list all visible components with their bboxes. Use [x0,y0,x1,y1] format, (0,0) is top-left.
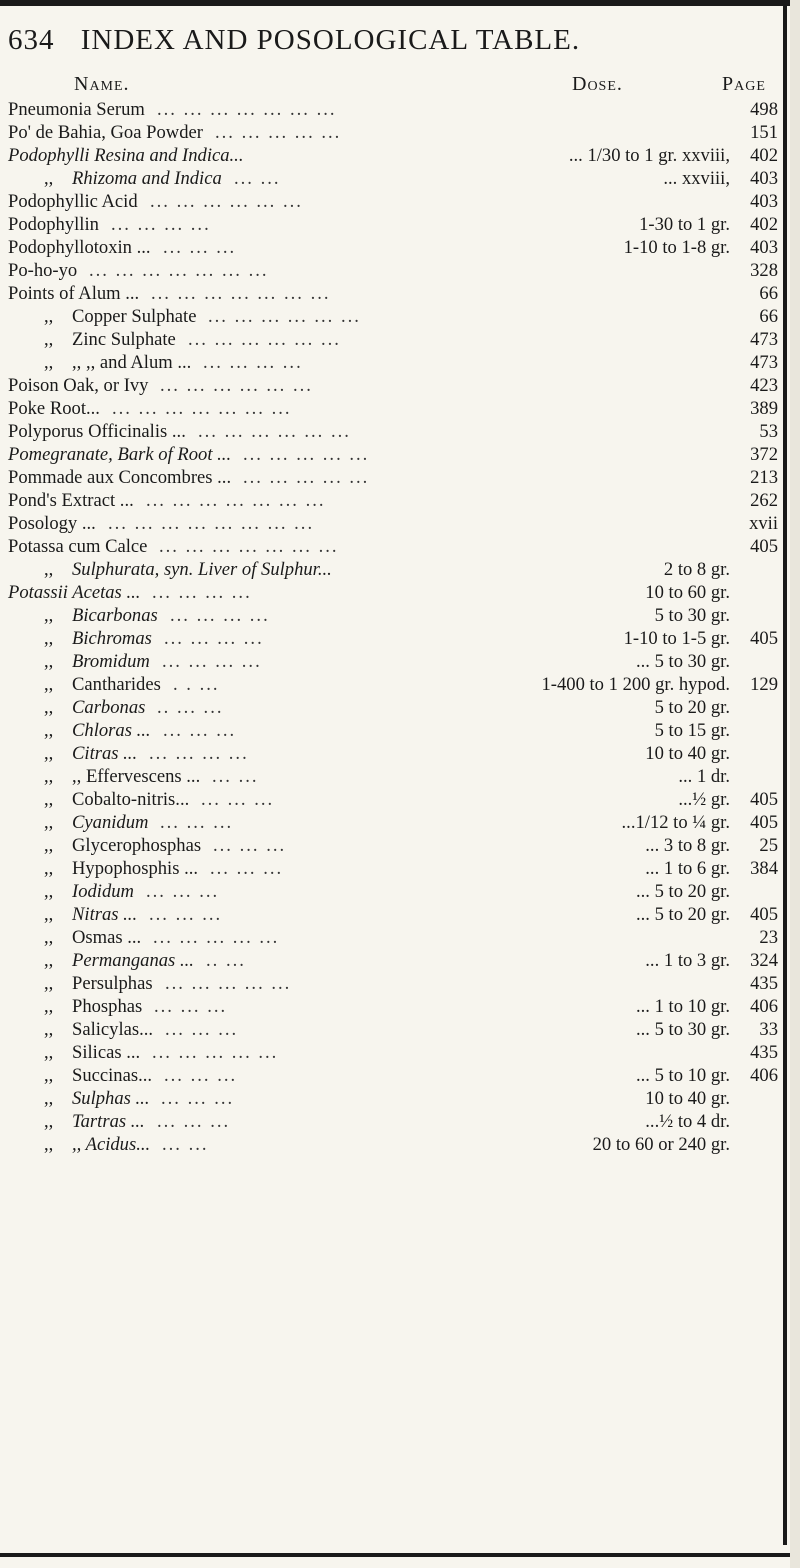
leader-dots: ... ... ... [149,904,223,925]
dose-value: ... 5 to 20 gr. [635,881,730,902]
index-row [0,880,790,903]
index-row [0,788,790,811]
leader-dots: ... ... ... ... ... ... [188,329,341,350]
entry-name: Points of Alum ... [8,283,140,304]
page-reference: 66 [759,306,778,327]
leader-dots: ... ... ... ... ... ... [150,191,303,212]
entry-name: Iodidum [72,881,134,902]
ditto-mark: ,, [44,306,54,327]
ditto-mark: ,, [44,1111,54,1132]
index-row [0,466,790,489]
ditto-mark: ,, [44,1019,54,1040]
entry-name: Chloras ... [72,720,151,741]
page-reference: 435 [750,1042,778,1063]
index-row [0,144,790,167]
page-reference: 23 [759,927,778,948]
ditto-mark: ,, [44,352,54,373]
page-reference: 473 [750,329,778,350]
index-row [0,190,790,213]
index-row [0,121,790,144]
index-row [0,627,790,650]
index-row [0,811,790,834]
page-reference: 403 [750,168,778,189]
index-row [0,696,790,719]
entry-name: Permanganas ... [72,950,194,971]
entry-name: Hypophosphis ... [72,858,199,879]
leader-dots: . . ... [173,674,220,695]
entry-name: Bicarbonas [72,605,158,626]
leader-dots: ... ... ... ... [111,214,211,235]
entry-name: Zinc Sulphate [72,329,176,350]
index-row [0,98,790,121]
index-row [0,581,790,604]
index-row [0,765,790,788]
page-reference: 405 [750,789,778,810]
dose-value: 1-400 to 1 200 gr. hypod. [541,674,730,695]
entry-name: Cyanidum [72,812,149,833]
leader-dots: ... ... [162,1134,209,1155]
dose-value: 10 to 60 gr. [645,582,730,603]
leader-dots: ... ... ... ... ... ... ... ... [108,513,315,534]
ditto-mark: ,, [44,168,54,189]
ditto-mark: ,, [44,1042,54,1063]
dose-value: ... 5 to 10 gr. [635,1065,730,1086]
ditto-mark: ,, [44,835,54,856]
entry-name: Succinas... [72,1065,153,1086]
leader-dots: ... ... ... ... ... ... [198,421,351,442]
entry-name: Po-ho-yo [8,260,78,281]
leader-dots: ... ... ... ... ... ... [160,375,313,396]
entry-name: Rhizoma and Indica [72,168,222,189]
ditto-mark: ,, [44,559,54,580]
entry-name: Cobalto-nitris... [72,789,190,810]
index-row [0,834,790,857]
index-row [0,259,790,282]
index-row [0,857,790,880]
leader-dots: ... ... ... [165,1019,239,1040]
leader-dots: ... ... ... ... ... ... ... [89,260,269,281]
page-reference: 33 [759,1019,778,1040]
entry-name: Poison Oak, or Ivy [8,375,149,396]
entry-name: Pneumonia Serum [8,99,145,120]
index-row [0,1110,790,1133]
ditto-mark: ,, [44,881,54,902]
entry-name: Nitras ... [72,904,138,925]
leader-dots: ... ... ... [157,1111,231,1132]
index-row [0,673,790,696]
entry-name: ,, Acidus... [72,1134,151,1155]
dose-value: ... 1/30 to 1 gr. xxviii, [568,145,730,166]
entry-name: Poke Root... [8,398,100,419]
index-row [0,351,790,374]
leader-dots: .. ... ... [157,697,224,718]
leader-dots: ... ... ... [146,881,220,902]
ditto-mark: ,, [44,605,54,626]
entry-name: Bromidum [72,651,150,672]
ditto-mark: ,, [44,1134,54,1155]
leader-dots: ... ... ... [201,789,275,810]
leader-dots: ... ... ... ... ... [243,467,370,488]
index-row [0,742,790,765]
leader-dots: ... ... ... [163,720,237,741]
dose-value: 2 to 8 gr. [663,559,730,580]
index-row [0,443,790,466]
leader-dots: ... ... [234,168,281,189]
entry-name: Glycerophosphas [72,835,202,856]
entry-name: Posology ... [8,513,96,534]
leader-dots: ... ... ... [161,1088,235,1109]
leader-dots: ... ... ... [213,835,287,856]
index-row [0,328,790,351]
entry-name: Polyporus Officinalis ... [8,421,186,442]
index-row [0,512,790,535]
ditto-mark: ,, [44,329,54,350]
ditto-mark: ,, [44,996,54,1017]
entry-name: Podophyllin [8,214,99,235]
entry-name: Citras ... [72,743,138,764]
entry-name: Po' de Bahia, Goa Powder [8,122,203,143]
entry-name: Copper Sulphate [72,306,197,327]
dose-value: ... 5 to 30 gr. [635,1019,730,1040]
index-row [0,535,790,558]
leader-dots: ... ... ... [164,1065,238,1086]
bottom-rule [0,1553,790,1557]
entry-name: Sulphas ... [72,1088,150,1109]
ditto-mark: ,, [44,720,54,741]
dose-value: ... xxviii, [663,168,730,189]
dose-value: 20 to 60 or 240 gr. [592,1134,730,1155]
page-reference: 66 [759,283,778,304]
dose-value: 10 to 40 gr. [645,743,730,764]
entry-name: Pommade aux Concombres ... [8,467,232,488]
leader-dots: ... ... ... ... ... ... ... [159,536,339,557]
index-row [0,995,790,1018]
index-row [0,1064,790,1087]
dose-value: ... 5 to 30 gr. [635,651,730,672]
index-row [0,1041,790,1064]
page-reference: 384 [750,858,778,879]
leader-dots: ... ... ... ... ... ... ... [151,283,331,304]
column-header-page: Page [722,73,766,95]
page-reference: 435 [750,973,778,994]
entry-name: Salicylas... [72,1019,154,1040]
page-reference: 405 [750,536,778,557]
dose-value: 10 to 40 gr. [645,1088,730,1109]
ditto-mark: ,, [44,950,54,971]
page-reference: 328 [750,260,778,281]
page-reference: 405 [750,812,778,833]
ditto-mark: ,, [44,651,54,672]
entry-name: Podophyllotoxin ... [8,237,151,258]
page-reference: 403 [750,237,778,258]
page-reference: 405 [750,904,778,925]
index-row [0,1133,790,1156]
page-number: 634 [8,24,55,56]
page-reference: 402 [750,214,778,235]
ditto-mark: ,, [44,904,54,925]
page-reference: 25 [759,835,778,856]
entry-name: Silicas ... [72,1042,141,1063]
leader-dots: ... ... ... ... ... [215,122,342,143]
page-reference: 405 [750,628,778,649]
index-row [0,949,790,972]
dose-value: ...½ to 4 dr. [645,1111,730,1132]
entry-name: Persulphas [72,973,153,994]
leader-dots: ... ... ... ... [203,352,303,373]
index-row [0,719,790,742]
ditto-mark: ,, [44,789,54,810]
dose-value: 5 to 20 gr. [654,697,730,718]
dose-value: 5 to 30 gr. [654,605,730,626]
page-reference: 498 [750,99,778,120]
entry-name: Carbonas [72,697,146,718]
ditto-mark: ,, [44,697,54,718]
leader-dots: ... ... ... ... [162,651,262,672]
entry-name: Cantharides [72,674,161,695]
index-row [0,167,790,190]
dose-value: ... 1 dr. [678,766,730,787]
running-head [8,24,778,64]
index-row [0,397,790,420]
ditto-mark: ,, [44,927,54,948]
leader-dots: ... ... ... [160,812,234,833]
dose-value: 5 to 15 gr. [654,720,730,741]
page-reference: 402 [750,145,778,166]
leader-dots: ... ... ... ... ... ... ... [157,99,337,120]
page-reference: 473 [750,352,778,373]
adjacent-page-edge [790,0,800,1568]
entry-name: ,, Effervescens ... [72,766,201,787]
index-row [0,604,790,627]
entry-name: Pomegranate, Bark of Root ... [8,444,232,465]
ditto-mark: ,, [44,1088,54,1109]
index-row [0,374,790,397]
leader-dots: ... ... ... [154,996,228,1017]
dose-value: ... 1 to 10 gr. [635,996,730,1017]
entry-name: Potassii Acetas ... [8,582,141,603]
index-row [0,489,790,512]
index-row [0,903,790,926]
page-reference: 53 [759,421,778,442]
entry-name: Tartras ... [72,1111,145,1132]
dose-value: ...1/12 to ¼ gr. [621,812,730,833]
leader-dots: ... ... ... ... ... [153,927,280,948]
index-row [0,1018,790,1041]
entry-name: Bichromas [72,628,152,649]
entry-name: Osmas ... [72,927,142,948]
index-row [0,236,790,259]
leader-dots: ... ... ... ... [149,743,249,764]
leader-dots: ... ... ... ... ... [243,444,370,465]
page-title: INDEX AND POSOLOGICAL TABLE. [80,24,581,56]
ditto-mark: ,, [44,674,54,695]
leader-dots: ... ... ... ... ... ... ... [112,398,292,419]
page-reference: 423 [750,375,778,396]
dose-value: ... 1 to 6 gr. [645,858,730,879]
entry-name: Pond's Extract ... [8,490,134,511]
ditto-mark: ,, [44,743,54,764]
page-reference: 406 [750,1065,778,1086]
index-row [0,305,790,328]
ditto-mark: ,, [44,628,54,649]
ditto-mark: ,, [44,973,54,994]
page-reference: 372 [750,444,778,465]
leader-dots: ... ... ... ... [170,605,270,626]
leader-dots: ... ... ... ... [164,628,264,649]
leader-dots: ... ... ... ... [152,582,252,603]
index-row [0,972,790,995]
leader-dots: ... ... ... [163,237,237,258]
leader-dots: ... ... [212,766,259,787]
page-reference: 151 [750,122,778,143]
column-header-dose: Dose. [572,73,623,95]
index-row [0,558,790,581]
dose-value: 1-10 to 1-5 gr. [623,628,730,649]
index-row [0,420,790,443]
dose-value: ... 1 to 3 gr. [645,950,730,971]
page-reference: 262 [750,490,778,511]
page-reference: 406 [750,996,778,1017]
leader-dots: .. ... [206,950,246,971]
page-reference: 403 [750,191,778,212]
leader-dots: ... ... ... [210,858,284,879]
dose-value: 1-30 to 1 gr. [639,214,730,235]
index-row [0,650,790,673]
ditto-mark: ,, [44,766,54,787]
dose-value: ... 5 to 20 gr. [635,904,730,925]
page-reference: 389 [750,398,778,419]
top-rule [0,0,790,6]
page-reference: 129 [750,674,778,695]
dose-value: ...½ gr. [678,789,730,810]
index-row [0,926,790,949]
index-row [0,213,790,236]
dose-value: ... 3 to 8 gr. [645,835,730,856]
ditto-mark: ,, [44,812,54,833]
ditto-mark: ,, [44,1065,54,1086]
entry-name: ,, ,, and Alum ... [72,352,192,373]
index-table [0,98,790,1156]
column-header-name: Name. [74,73,130,95]
entry-name: Podophylli Resina and Indica... [8,145,244,166]
dose-value: 1-10 to 1-8 gr. [623,237,730,258]
index-row [0,282,790,305]
entry-name: Sulphurata, syn. Liver of Sulphur... [72,559,332,580]
entry-name: Potassa cum Calce [8,536,148,557]
entry-name: Podophyllic Acid [8,191,138,212]
page-reference: xvii [749,513,778,534]
entry-name: Phosphas [72,996,143,1017]
leader-dots: ... ... ... ... ... ... [208,306,361,327]
page-reference: 213 [750,467,778,488]
leader-dots: ... ... ... ... ... ... ... [146,490,326,511]
leader-dots: ... ... ... ... ... [152,1042,279,1063]
leader-dots: ... ... ... ... ... [165,973,292,994]
page-reference: 324 [750,950,778,971]
index-row [0,1087,790,1110]
ditto-mark: ,, [44,858,54,879]
